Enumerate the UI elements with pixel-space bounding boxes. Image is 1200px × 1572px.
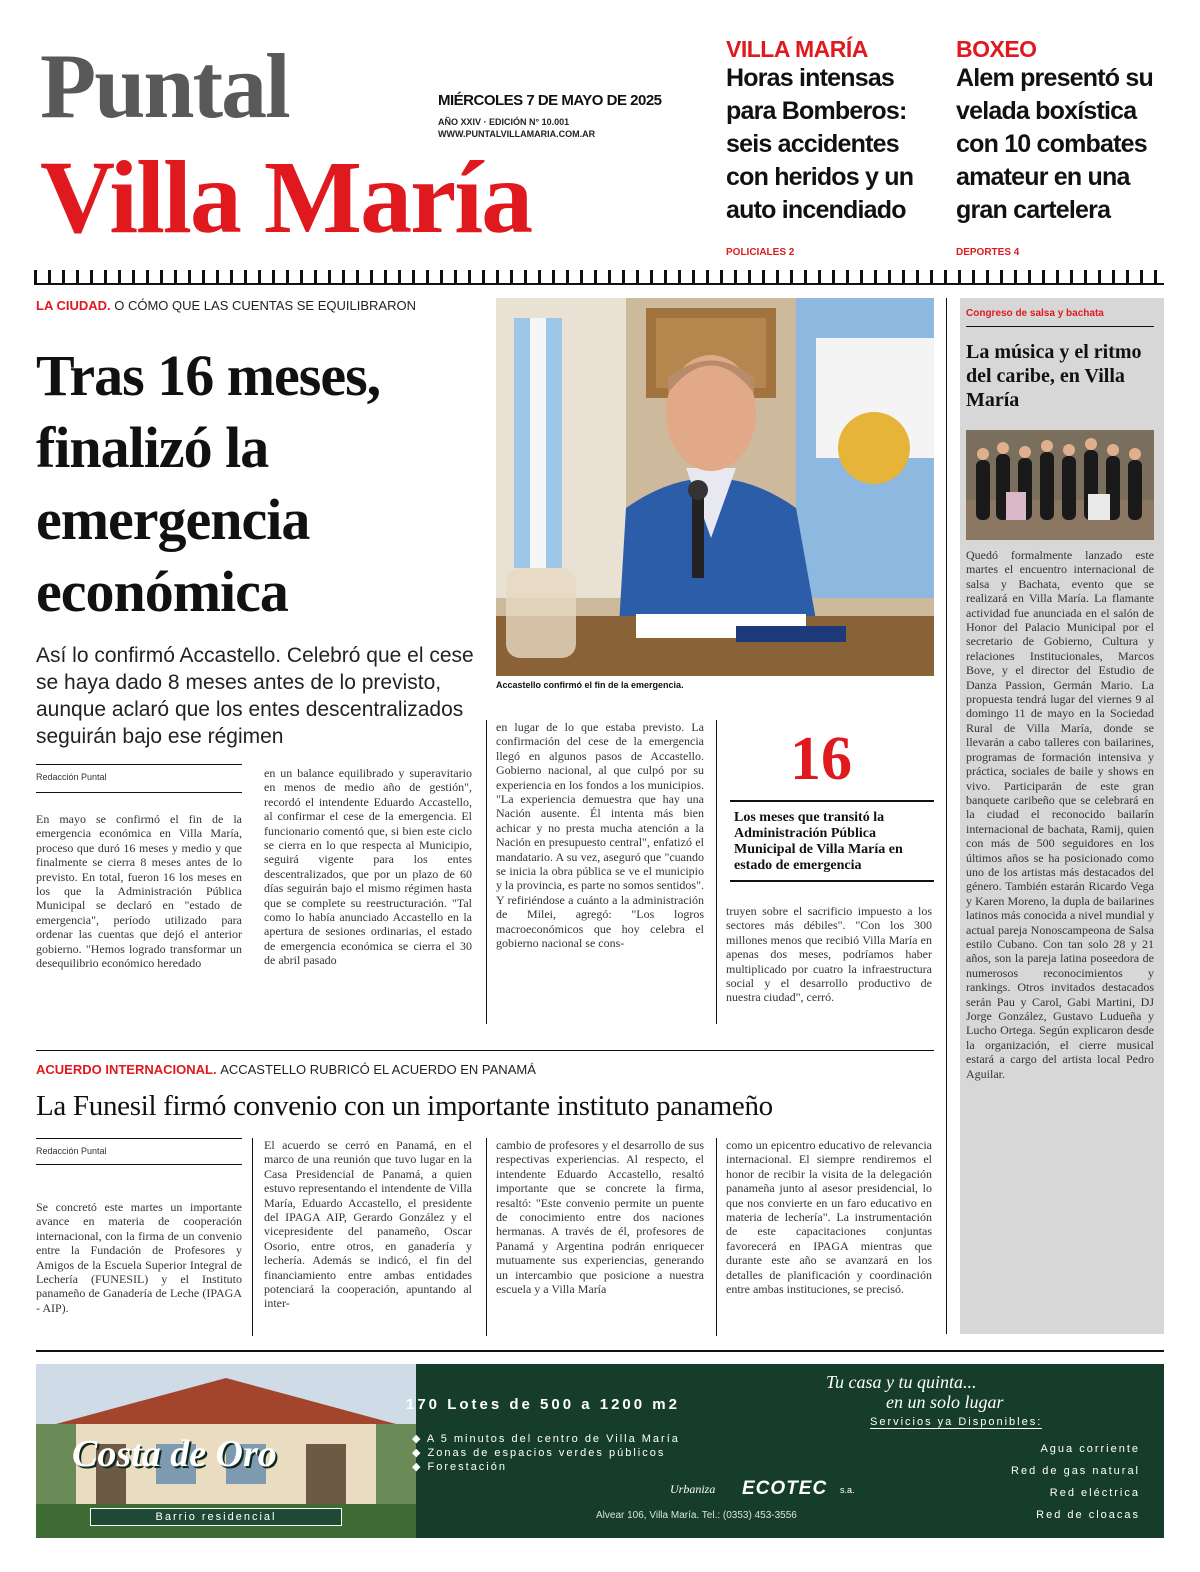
- teaser-headline[interactable]: Horas intensas para Bomberos: seis accidentes con heridos y un auto incendiado: [726, 64, 914, 224]
- lead-byline-rule: [36, 792, 242, 793]
- teaser-headline[interactable]: Alem presentó su velada boxística con 10 combates amateur en una gran cartelera: [956, 64, 1153, 224]
- section-rule: [36, 1050, 934, 1051]
- lead-dek: Así lo confirmó Accastello. Celebró que el cese se haya dado 8 meses antes de lo previsto, aunque aclaró que los entes descentralizados seguirán bajo ese régimen: [36, 644, 474, 748]
- ad-brand-sub: Barrio residencial: [90, 1508, 342, 1526]
- lead-body-col-3: en lugar de lo que estaba previsto. La confirmación del cese de la emergencia llegó en algunos pasos de Accastello. Gobierno nacional, al que culpó por su experiencia en los fondos a los municipios. "La experiencia demuestra que hay una Nación ausente. Él intenta más bien achicar y no presta mucha atención a la Nación en presupuesto central", enfatizó el mandatario. A su vez, aseguró que "cuando se inicia la obra pública se ve el municipio y la provincia, es parte no somos sentidos". Y refiriéndose a cuánto a la administración de Milei, agregó: "Los logros macroeconómicos que hoy celebra el gobierno nacional se cons-: [496, 720, 704, 951]
- masthead-date: MIÉRCOLES 7 DE MAYO DE 2025: [438, 92, 662, 109]
- teaser-2[interactable]: [956, 36, 1168, 258]
- sidebar-rule: [966, 326, 1154, 327]
- masthead-website: WWW.PUNTALVILLAMARIA.COM.AR: [438, 129, 596, 139]
- sidebar-headline[interactable]: La música y el ritmo del caribe, en Villa María: [966, 341, 1142, 411]
- ad-service-item: Red de cloacas: [1036, 1509, 1140, 1521]
- masthead-edition: AÑO XXIV · EDICIÓN N° 10.001: [438, 117, 570, 127]
- lead-kicker: [36, 298, 416, 313]
- ad-tagline-1: Tu casa y tu quinta...: [826, 1372, 977, 1392]
- ad-service-item: Agua corriente: [1040, 1443, 1140, 1455]
- column-divider: [716, 1138, 717, 1336]
- teaser-section: DEPORTES 4: [956, 247, 1020, 258]
- advertisement[interactable]: [36, 1364, 1164, 1538]
- lead-kicker-text: O CÓMO QUE LAS CUENTAS SE EQUILIBRARON: [114, 298, 416, 313]
- sidebar-body: Quedó formalmente lanzado este martes el encuentro internacional de salsa y Bachata, evento que se realizará en Villa María. La flamante actividad fue anunciada en el salón de Honor del Palacio Municipal por el secretario de Gobierno, Cultura y relaciones Institucionales, Marcos Bove, y el director del Estudio de Danza Passion, Germán Mario. La propuesta tendrá lugar del viernes 9 al domingo 11 de mayo en la Sociedad Rural de Villa María, donde se llevarán a cabo talleres con bailarines, programas de formación intensiva y práctica, sociales de baile y shows en vivo. Participarán de este gran banquete caribeño que se celebrará en la ciudad el reconocido bailarín internacional de bachata, Ramij, quien con más de 500 seguidores en los últimos años se ha posicionado como uno de los artistas más destacados del género. También estarán Ricardo Vega y Karen Moreno, la dupla de bailarines latinos más conocida a nivel mundial y actual pareja Nonoscampeona de Salsa estilo Cubano. Con tan solo 28 y 21 años, son la pareja latina poseedora de numerosos reconocimientos y rankings. Otros invitados destacados serán Pau y Carol, Gabi Martini, DJ Jorge González, Gustavo Ludueña y Lucho Ortega. Según explicaron desde la organización, el cierre musical estará a cargo del artista local Pedro Aguilar.: [966, 548, 1154, 1081]
- second-body-col-3: cambio de profesores y el desarrollo de sus respectivas experiencias. Al respecto, el intendente Eduardo Accastello, resaltó importante que se concrete la firma, resaltó: "Este convenio permite un puente de conocimiento entre dos naciones hermanas. A través de él, profesores de Panamá y Argentina podrán enriquecer mutuamente sus experiencias, generando un intercambio que posicione a nuestra escuela y a Villa María: [496, 1138, 704, 1297]
- second-byline: Redacción Puntal: [36, 1146, 107, 1156]
- second-body-col-4: como un epicentro educativo de relevancia internacional. El siempre rendiremos el honor de recibir la visita de la delegación panameña junto al asesor presidencial, lo que nos convierte en un faro educativo en materia de lechería". La instrumentación de este capacitaciones conjuntas favorecerá en IPAGA mientras que durante este año se avanzará en los detalles de planificación y coordinación entre ambas instituciones, se precisó.: [726, 1138, 932, 1297]
- lead-kicker-section: LA CIUDAD.: [36, 298, 111, 313]
- sidebar-divider: [946, 298, 947, 1334]
- ad-urbaniza: Urbaniza: [670, 1482, 716, 1496]
- ad-tagline-2: en un solo lugar: [886, 1392, 1004, 1412]
- second-body-col-1: Se concretó este martes un importante avance en materia de cooperación internacional, con la firma de un convenio entre la Fundación de Profesores y Amigos de la Escuela Superior Integral de Lechería (FUNESIL) y el Instituto panameño de Ganadería de Leche (IPAGA - AIP).: [36, 1200, 242, 1315]
- lead-body-col-2: en un balance equilibrado y superavitario en menos de medio año de gestión", recordó el intendente Eduardo Accastello, al confirmar el cese de la emergencia. El funcionario comentó que, si bien este ciclo se cierra en lo que respecta al Municipio, seguirá vigente para los entes descentralizados, que por un plazo de 60 días seguirán bajo el mismo régimen hasta que se complete su reestructuración. "Tal como lo había anunciado Accastello en la apertura de sesiones ordinarias, el estado de emergencia económica se cierra el 30 de abril pasado: [264, 766, 472, 968]
- ad-services-list: [896, 1438, 1140, 1526]
- lead-body-col-1: En mayo se confirmó el fin de la emergencia económica en Villa María, proceso que duró 16 meses y medio y que finalmente se cierra 8 meses antes de lo previsto. En total, fueron 16 los meses en los que la Administración Pública Municipal se declaró en "estado de emergencia", período utilizado para ordenar las cuentas que dejó el anterior gobierno. "Hemos logrado transformar un desequilibrio económico heredado: [36, 812, 242, 971]
- stat-number: 16: [790, 725, 852, 793]
- masthead-brand-bottom: Villa María: [40, 140, 532, 255]
- lead-photo: [496, 298, 934, 676]
- ad-rule: [36, 1350, 1164, 1352]
- lead-photo-caption: Accastello confirmó el fin de la emergencia.: [496, 680, 684, 690]
- column-divider: [716, 720, 717, 1024]
- ad-developer: ECOTEC: [742, 1478, 828, 1499]
- lead-photo-illustration: [496, 298, 934, 676]
- sidebar-kicker: Congreso de salsa y bachata: [966, 308, 1104, 319]
- column-divider: [486, 720, 487, 1024]
- ad-address: Alvear 106, Villa María. Tel.: (0353) 453-3556: [596, 1510, 797, 1521]
- second-headline[interactable]: La Funesil firmó convenio con un importante instituto panameño: [36, 1090, 773, 1122]
- second-kicker-text: ACCASTELLO RUBRICÓ EL ACUERDO EN PANAMÁ: [220, 1062, 536, 1077]
- ad-bullet: ◆ A 5 minutos del centro de Villa María: [412, 1433, 680, 1445]
- second-kicker-section: ACUERDO INTERNACIONAL.: [36, 1062, 217, 1077]
- column-divider: [252, 1138, 253, 1336]
- stat-text: Los meses que transitó la Administración Pública Municipal de Villa María en estado de emergencia: [734, 810, 903, 873]
- masthead-meta: [438, 116, 595, 140]
- ad-service-item: Red eléctrica: [1049, 1487, 1140, 1499]
- ad-bullet: ◆ Forestación: [412, 1461, 507, 1473]
- lead-byline-rule: [36, 764, 242, 765]
- second-kicker: [36, 1062, 536, 1077]
- second-body-col-2: El acuerdo se cerró en Panamá, en el marco de una reunión que tuvo lugar en la Casa Presidencial de Panamá, a quien estuvo representando el intendente de Villa María, Eduardo Accastello, el presidente del IPAGA AIP, Gerardo González y el vicepresidente del panameño, Oscar Osorio, entre otros, en ganadería y lechería. Además se indicó, el fin del financiamiento entre ambas entidades potenciará la cooperación, apuntando al inter-: [264, 1138, 472, 1311]
- lead-body-col-4: truyen sobre el sacrificio impuesto a los sectores más débiles". "Con los 300 millones menos que recibió Villa María en apenas dos meses, podríamos haber multiplicado por cuatro la infraestructura social y el desarrollo productivo de nuestra ciudad", cerró.: [726, 904, 932, 1005]
- ad-bullets: [412, 1432, 680, 1474]
- masthead-brand-top: Puntal: [40, 35, 289, 137]
- teaser-kicker: VILLA MARÍA: [726, 36, 868, 62]
- second-byline-rule: [36, 1138, 242, 1139]
- ad-brand: Costa de Oro: [72, 1433, 277, 1475]
- stat-rule: [730, 880, 934, 882]
- teaser-kicker: BOXEO: [956, 36, 1037, 62]
- lead-headline[interactable]: Tras 16 meses, finalizó la emergencia económica: [36, 343, 381, 624]
- second-byline-rule: [36, 1164, 242, 1165]
- teaser-1[interactable]: [726, 36, 946, 258]
- ad-services-title: Servicios ya Disponibles:: [870, 1416, 1043, 1428]
- ad-developer-suffix: s.a.: [840, 1485, 855, 1495]
- sidebar-photo-illustration: [966, 430, 1154, 540]
- ad-service-item: Red de gas natural: [1011, 1465, 1140, 1477]
- column-divider: [486, 1138, 487, 1336]
- teaser-section: POLICIALES 2: [726, 247, 795, 258]
- sidebar-photo: [966, 430, 1154, 540]
- masthead-dashed-rule: [34, 270, 1164, 284]
- ad-headline: 170 Lotes de 500 a 1200 m2: [406, 1396, 680, 1413]
- masthead-rule: [34, 283, 1164, 285]
- stat-rule: [730, 800, 934, 802]
- lead-byline: Redacción Puntal: [36, 772, 107, 782]
- ad-bullet: ◆ Zonas de espacios verdes públicos: [412, 1447, 666, 1459]
